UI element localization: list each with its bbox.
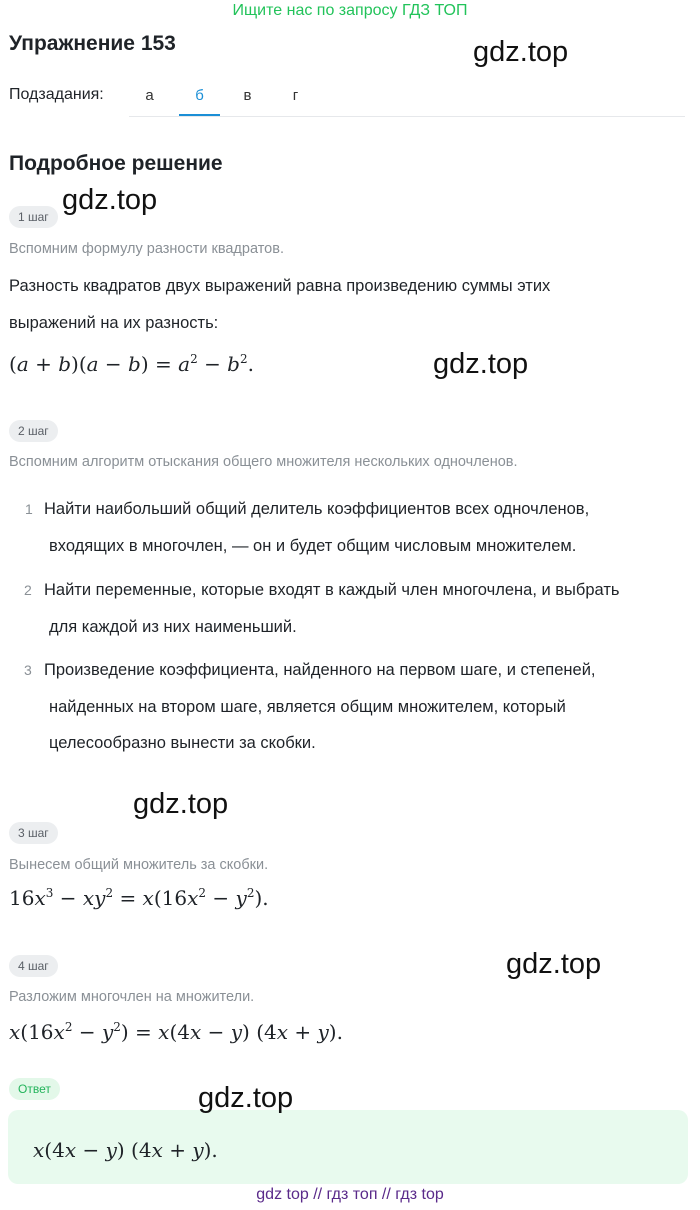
subtask-tabs [129, 74, 685, 117]
watermark: gdz.top [198, 1082, 294, 1114]
step-hint: Вспомним алгоритм отыскания общего множителя нескольких одночленов. [9, 454, 518, 470]
watermark: gdz.top [433, 348, 529, 380]
step-text: Разность квадратов двух выражений равна произведению суммы этих [9, 277, 551, 295]
page-title: Упражнение 153 [9, 32, 176, 55]
list-item-number: 1 [25, 501, 33, 517]
list-item-text: Произведение коэффициента, найденного на первом шаге, и степеней, [44, 661, 596, 679]
list-item-text: Найти переменные, которые входят в каждый член многочлена, и выбрать [44, 581, 620, 599]
step-badge: 2 шаг [9, 420, 58, 442]
tab-a[interactable]: а [145, 87, 154, 104]
tab-v[interactable]: в [243, 87, 252, 104]
search-banner: Ищите нас по запросу ГДЗ ТОП [232, 2, 468, 19]
list-item-text: входящих в многочлен, — он и будет общим числовым множителем. [49, 537, 577, 555]
watermark: gdz.top [473, 36, 569, 68]
list-item-text: найденных на втором шаге, является общим множителем, который [49, 698, 566, 716]
footer-links: gdz top // гдз топ // гдз top [256, 1186, 444, 1203]
subtasks-label: Подзадания: [9, 86, 104, 103]
tab-b[interactable]: б [179, 74, 220, 116]
list-item-number: 3 [24, 662, 32, 678]
step-badge: 4 шаг [9, 955, 58, 977]
answer-badge: Ответ [9, 1078, 60, 1100]
formula-common-factor: $16x^3 - xy^2 = x(16x^2 - y^2)$. [9, 886, 269, 910]
list-item-text: Найти наибольший общий делитель коэффициентов всех одночленов, [44, 500, 590, 518]
solution-heading: Подробное решение [9, 152, 223, 175]
watermark: gdz.top [62, 184, 158, 216]
step-badge: 3 шаг [9, 822, 58, 844]
tab-g[interactable]: г [292, 87, 299, 104]
list-item-text: для каждой из них наименьший. [49, 618, 297, 636]
watermark: gdz.top [133, 788, 229, 820]
answer-formula: x(4x − y) (4x + y). [33, 1138, 218, 1162]
step-hint: Вспомним формулу разности квадратов. [9, 241, 284, 257]
formula-factorization: $x(16x^2 - y^2) = x(4x - y) (4x + y)$. [9, 1020, 343, 1044]
watermark: gdz.top [506, 948, 602, 980]
step-text: выражений на их разность: [9, 314, 219, 332]
formula-difference-of-squares: $(a + b)(a - b) = a^2 - b^2$. [9, 352, 254, 376]
step-hint: Вынесем общий множитель за скобки. [9, 857, 269, 873]
step-hint: Разложим многочлен на множители. [9, 989, 255, 1005]
step-badge: 1 шаг [9, 206, 58, 228]
list-item-text: целесообразно вынести за скобки. [49, 734, 316, 752]
list-item-number: 2 [24, 582, 32, 598]
